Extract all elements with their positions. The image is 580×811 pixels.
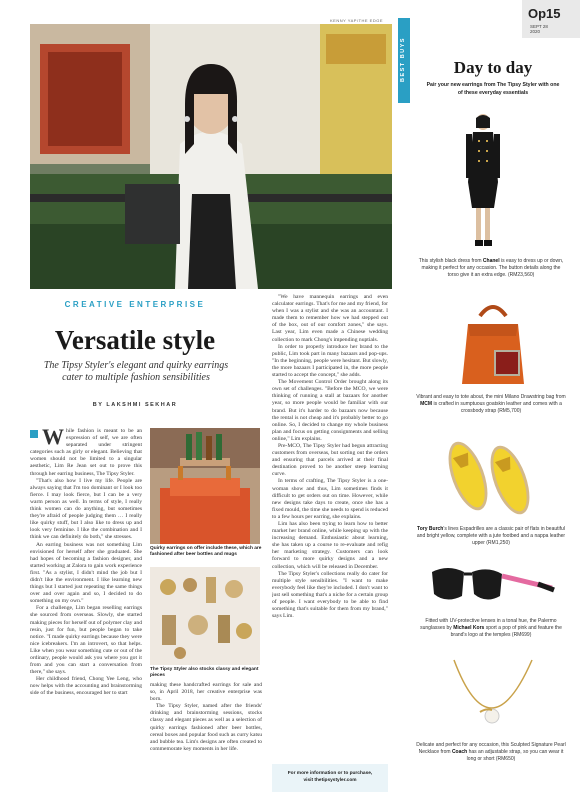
product-caption-bag: Vibrant and easy to tote about, the mini Milano Drawstring bag from MCM is crafted in sumptuous goatskin leather and comes with a crossbody strap (RM5,700) — [416, 394, 566, 414]
article-paragraph: An earring business was not something Lim envisioned for herself after she graduated. She had hopes of becoming a fashion designer, and started working at Zalora to gain work experience first. "As a stylist, I didn't mind the job but I didn't like the environment. I like learning new things but I started just repeating the same things over and over again and so, I decided to do something on my own." — [30, 541, 142, 605]
article-paragraph: "We have mannequin earrings and even calculator earrings. That's for me and my friend, for when I was a stylist and she was an accountant. I made them to remember how we had stepped out of the box, out of our comfort zones," she says. Last year, Lim even made a Chinese wedding collection to mark Chong's impending nuptials. — [272, 294, 388, 343]
product-caption-sunglasses: Fitted with UV-protective lenses in a tonal hue, the Palermo sunglasses by Michael Kors sport a pop of pink and feature the brand's logo at the temples (RM699) — [420, 618, 562, 638]
product-image-bag — [450, 298, 536, 388]
brand-name: Coach — [451, 749, 468, 755]
page-date-year: 2020 — [530, 29, 541, 34]
article-column-3 — [272, 294, 388, 762]
article-lede: hile fashion is meant to be an expression of self, we are often separated under stringent categories such as girly or elegant. Believing that women should not be limited to a singular aesthetic, Lim Re Jean set out to prove this through her earring business, The Tipsy Styler. — [30, 428, 142, 477]
earrings-photo-2 — [150, 567, 260, 665]
article-paragraph: "That's also how I live my life. People are always saying that I'm too dominant or I look too fierce. I may look fierce, but I can be a very warm person as well. In terms of style, I really think women can do anything, but sometimes they're afraid of people judging them … I really like quirky stuff, but I also like to dress up and look very feminine. I like the combination and I think we can definitely do both," she stresses. — [30, 477, 142, 541]
brand-name: Chanel — [482, 258, 500, 264]
info-url: visit thetipsystyler.com — [303, 778, 357, 783]
product-caption-espadrilles: Tory Burch's lines Espadrilles are a classic pair of flats in beautiful and bright yellow, complete with a jute footbed and a nappa leather upper (RM1,250) — [416, 526, 566, 546]
product-image-sunglasses — [428, 562, 558, 610]
info-line: For more information or to purchase, — [287, 771, 373, 776]
article-paragraph: The Tipsy Styler, named after the friends' drinking and brainstorming sessions, stocks classy and elegant pieces as well as a selection of quirky earrings fashioned after beer bottles, cereal boxes and popular food such as curry katsu and bubble tea. Lim's designs are often created to commemorate key moments in her life. — [150, 703, 262, 752]
article-paragraph: In terms of crafting, The Tipsy Styler is a one-woman show and thus, Lim sometimes finds it difficult to get orders out on time. However, while new designs take days to create, once she has a fixed mould, the time she needs to spend is reduced to a few hours per earring, she explains. — [272, 478, 388, 520]
article-paragraph: The Tipsy Styler's collections really do cater for multiple style sensibilities. "I want to make everybody feel like they're included. I don't want to just sell something that's a niche for a certain group of people. I want everybody to be able to find something that's suitable for them from my brand," says Lim. — [272, 570, 388, 620]
main-photo — [30, 24, 392, 289]
product-caption-necklace: Delicate and perfect for any occasion, this Sculpted Signature Pearl Necklace from Coach has an adjustable strap, so you can wear it long or short (RM650) — [416, 742, 566, 762]
sidebar-title: Day to day — [453, 58, 533, 77]
article-paragraph: For a challenge, Lim began reselling earrings she sourced from overseas. Slowly, she started making pieces for herself out of polymer clay and resin, just for fun, but people began to take notice. "I made quirky earrings because they were nice icebreakers. I'm an introvert, so that helps. Like when you wear something cute or out of the ordinary, people would ask you where you got it from and you can start a conversation from there," she says. — [30, 605, 142, 676]
article-column-2 — [150, 682, 262, 806]
info-box — [272, 764, 388, 792]
brand-name: Tory Burch — [417, 526, 444, 532]
article-paragraph: The Movement Control Order brought along its own set of challenges. "Before the MCO, we were thinking of running a stall at bazaars for another year, so more people would be familiar with our brand. But it's harder to do bazaars now because the rental is not cheap and it's probably better to go online. So, I decided to change my whole business plan and focus on getting consignments and selling online," Lim explains. — [272, 379, 388, 442]
article-kicker: CREATIVE ENTERPRISE — [64, 300, 206, 309]
earrings-photo-1 — [150, 428, 260, 544]
photo-caption-2: The Tipsy Styler also stocks classy and elegant pieces — [150, 667, 259, 678]
section-label: BEST BUYS — [400, 37, 406, 83]
article-paragraph: Her childhood friend, Chong Yee Leng, who now helps with the accounting and brainstorming side of the business, encouraged her to start — [30, 676, 142, 697]
page-date — [530, 24, 548, 34]
brand-name: MCM — [420, 401, 433, 407]
product-image-necklace — [440, 656, 546, 736]
page-date-day: SEPT 28 — [530, 24, 548, 29]
article-paragraph: making these handcrafted earrings for sale and so, in April 2018, her creative enterprise was born. — [150, 682, 262, 703]
brand-name: Michael Kors — [453, 625, 485, 631]
article-paragraph: In order to properly introduce her brand to the public, Lim took part in many bazaars and pop-ups. "In the beginning, people were hesitant. But slowly, the more bazaars I participated in, the more people started to accept the concept," she adds. — [272, 343, 388, 379]
product-image-dress — [448, 112, 518, 252]
product-image-espadrilles — [428, 436, 548, 516]
article-paragraph: Pre-MCO, The Tipsy Styler had begun attracting customers from overseas, but sorting out the orders and ensuring that parcels arrived at their final destination proved to be another steep learning curve. — [272, 442, 388, 478]
article-paragraph: Lim has also been trying to learn how to better market her brand online, while keeping up with the increasing demand. Enthusiastic about learning, she has taken up a course to re-evaluate and refig her marketing strategy. Customers can look forward to more quirky designs and a new collection, which will be released in December. — [272, 521, 388, 570]
section-square-icon — [30, 430, 38, 438]
page-number: Op15 — [528, 6, 561, 21]
article-standfirst: The Tipsy Styler's elegant and quirky earrings cater to multiple fashion sensibilities — [43, 360, 229, 383]
article-byline: BY LAKSHMI SEKHAR — [92, 402, 178, 408]
photo-credit: KENNY YAP/THE EDGE — [330, 18, 384, 23]
drop-cap: W — [42, 428, 64, 449]
product-caption-dress: This stylish black dress from Chanel is easy to dress up or down, making it perfect for any occasion. The button details along the torso give it an extra edge. (RM23,560) — [418, 258, 564, 278]
article-column-1 — [30, 428, 142, 806]
article-headline: Versatile style — [54, 325, 216, 355]
photo-caption-1: Quirky earrings on offer include these, which are fashioned after beer bottles and mugs — [150, 546, 262, 557]
sidebar-intro: Pair your new earrings from The Tipsy Styler with one of these everyday essentials — [426, 82, 560, 96]
